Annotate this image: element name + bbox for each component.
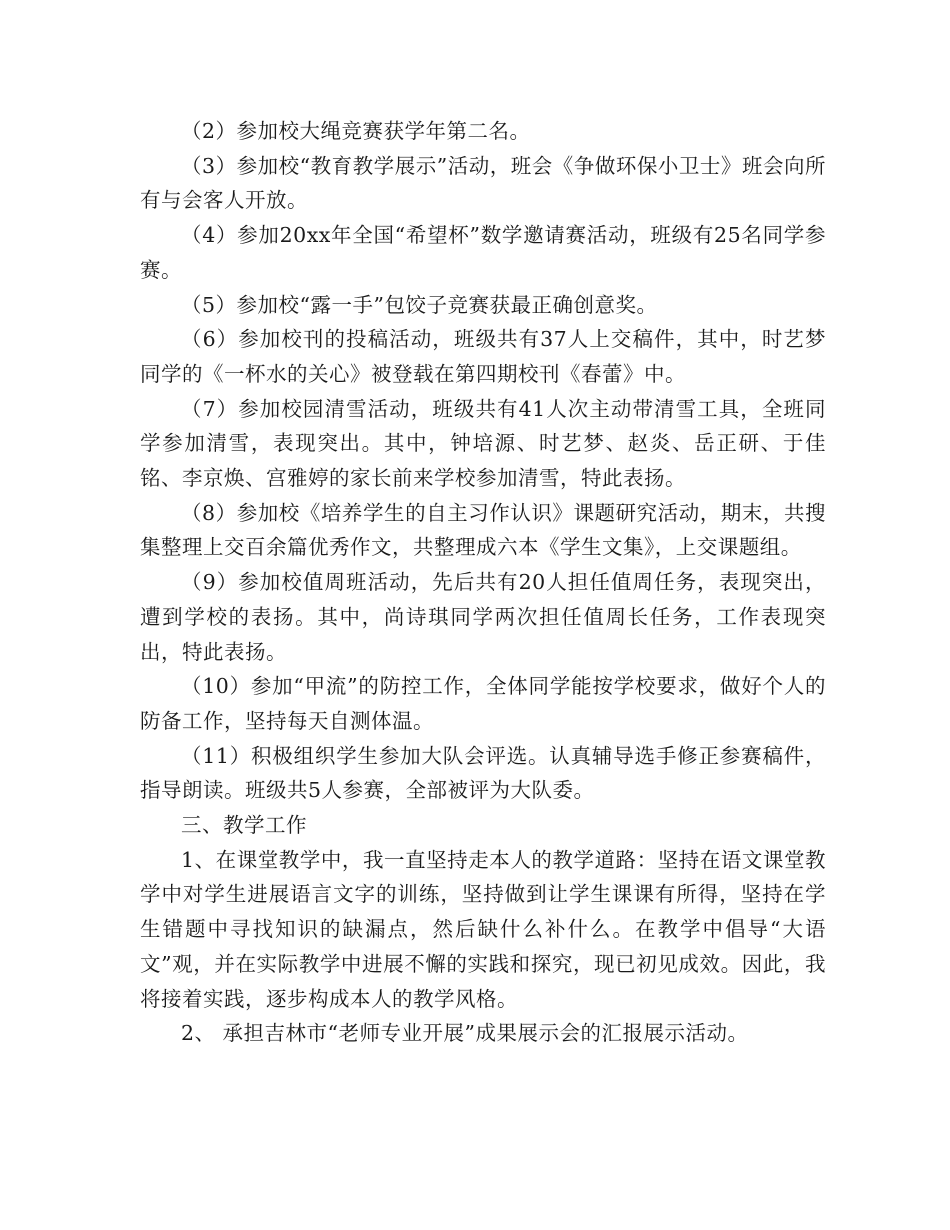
teaching-paragraph-1: 1、在课堂教学中，我一直坚持走本人的教学道路：坚持在语文课堂教学中对学生进展语言文字的训练，坚持做到让学生课课有所得，坚持在学生错题中寻找知识的缺漏点，然后缺什么补什么。在教学中倡导“大语文”观，并在实际教学中进展不懈的实践和探究，现已初见成效。因此，我将接着实践，逐步构成本人的教学风格。	[140, 847, 826, 1011]
paragraph-item-10: （10）参加“甲流”的防控工作，全体同学能按学校要求，做好个人的防备工作，坚持每天自测体温。	[140, 674, 826, 733]
paragraph-item-11: （11）积极组织学生参加大队会评选。认真辅导选手修正参赛稿件，指导朗读。班级共5人参赛，全部被评为大队委。	[140, 743, 826, 803]
paragraph-item-4: （4）参加20xx年全国“希望杯”数学邀请赛活动，班级有25名同学参赛。	[140, 223, 826, 282]
section-heading-teaching: 三、教学工作	[181, 813, 307, 838]
paragraph-item-6: （6）参加校刊的投稿活动，班级共有37人上交稿件，其中，时艺梦同学的《一杯水的关心》被登载在第四期校刊《春蕾》中。	[140, 327, 826, 386]
paragraph-item-7: （7）参加校园清雪活动，班级共有41人次主动带清雪工具，全班同学参加清雪，表现突出。其中，钟培源、时艺梦、赵炎、岳正研、于佳铭、李京焕、宫雅婷的家长前来学校参加清雪，特此表扬。	[140, 396, 826, 491]
document-body	[140, 114, 826, 1051]
paragraph-item-8: （8）参加校《培养学生的自主习作认识》课题研究活动，期末，共搜集整理上交百余篇优秀作文，共整理成六本《学生文集》，上交课题组。	[140, 500, 826, 560]
paragraph-item-5: （5）参加校“露一手”包饺子竞赛获最正确创意奖。	[181, 292, 658, 317]
paragraph-item-9: （9）参加校值周班活动，先后共有20人担任值周任务，表现突出，遭到学校的表扬。其中，尚诗琪同学两次担任值周长任务，工作表现突出，特此表扬。	[140, 570, 826, 664]
paragraph-item-3: （3）参加校“教育教学展示”活动，班会《争做环保小卫士》班会向所有与会客人开放。	[140, 153, 826, 213]
teaching-paragraph-2: 2、 承担吉林市“老师专业开展”成果展示会的汇报展示活动。	[181, 1021, 749, 1046]
paragraph-item-2: （2）参加校大绳竞赛获学年第二名。	[181, 119, 531, 143]
